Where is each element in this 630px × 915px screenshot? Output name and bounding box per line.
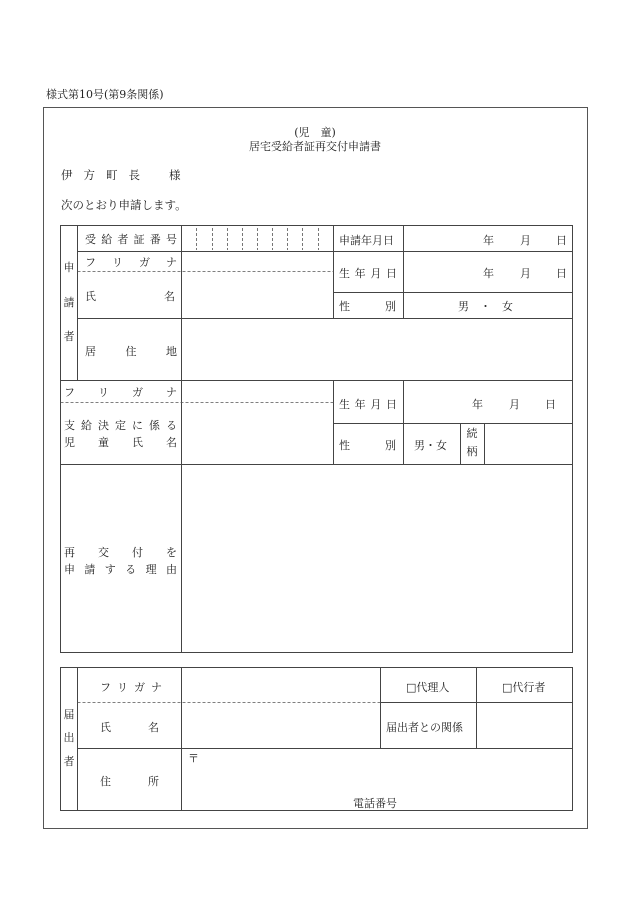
child-day-label: 日 xyxy=(545,398,556,411)
child-birthdate-label xyxy=(339,396,397,412)
notifier-address-label-1: 住 xyxy=(100,775,111,788)
addressee-mayor: 伊方町長 xyxy=(61,168,151,182)
label-char: ガ xyxy=(132,386,143,399)
phone-label: 電話番号 xyxy=(353,797,397,810)
label-char: 住 xyxy=(125,345,137,358)
reason-label-line2 xyxy=(64,561,177,577)
label-char: 申 xyxy=(64,563,75,576)
label-char: フ xyxy=(85,256,96,269)
label-char: フ xyxy=(100,681,111,694)
label-char: 氏 xyxy=(132,436,143,449)
label-char: 年 xyxy=(354,398,366,411)
label-char: 日 xyxy=(385,398,397,411)
applicant-side-label-1: 申 xyxy=(63,261,75,274)
label-char: リ xyxy=(98,386,109,399)
label-char: 月 xyxy=(370,267,382,280)
notifier-name-label-2: 名 xyxy=(148,721,159,734)
notifier-relation-label: 届出者との関係 xyxy=(386,721,463,734)
label-char: ガ xyxy=(134,681,145,694)
label-char: 係 xyxy=(149,419,160,432)
label-char: ナ xyxy=(166,386,177,399)
label-char: 証 xyxy=(133,233,145,246)
app-month-label: 月 xyxy=(520,234,531,247)
notifier-address-label-2: 所 xyxy=(148,775,159,788)
child-name-label-line2 xyxy=(64,434,177,450)
child-month-label: 月 xyxy=(509,398,520,411)
child-relation-label-2: 柄 xyxy=(466,445,478,458)
label-char: 生 xyxy=(339,398,350,411)
applicant-sex-label-2: 別 xyxy=(385,300,396,313)
birth-month-label: 月 xyxy=(520,267,531,280)
notifier-name-label-1: 氏 xyxy=(100,721,111,734)
birth-year-label: 年 xyxy=(483,267,494,280)
label-char: 者 xyxy=(117,233,129,246)
label-char: を xyxy=(166,546,177,559)
label-char: 由 xyxy=(165,563,177,576)
form-number: 様式第10号(第9条関係) xyxy=(46,88,164,101)
label-char: に xyxy=(132,419,143,432)
app-year-label: 年 xyxy=(483,234,494,247)
child-name-label-line1 xyxy=(64,417,177,433)
notifier-side-label-2: 出 xyxy=(63,731,75,744)
page-title: 居宅受給者証再交付申請書 xyxy=(249,140,381,153)
intro-text: 次のとおり申請します。 xyxy=(61,198,187,212)
title-category: (児 童) xyxy=(294,126,336,139)
child-sex-options[interactable]: 男・女 xyxy=(414,439,447,452)
label-char: リ xyxy=(117,681,128,694)
app-day-label: 日 xyxy=(556,234,567,247)
label-char: る xyxy=(166,419,177,432)
reason-label-line1 xyxy=(64,544,177,560)
child-year-label: 年 xyxy=(472,398,483,411)
agent-checkbox[interactable]: □代理人 xyxy=(406,681,450,694)
label-char: 日 xyxy=(385,267,397,280)
label-char: 給 xyxy=(81,419,92,432)
label-char: 決 xyxy=(98,419,109,432)
label-char: 請 xyxy=(84,563,96,576)
label-char: リ xyxy=(112,256,123,269)
label-char: 生 xyxy=(339,267,350,280)
label-char: ガ xyxy=(139,256,150,269)
applicant-name-label-2: 名 xyxy=(164,290,175,303)
cert-number-label xyxy=(85,231,177,247)
label-char: 交 xyxy=(98,546,109,559)
applicant-furigana-label xyxy=(85,254,177,270)
notifier-side-label-1: 届 xyxy=(63,708,75,721)
label-char: る xyxy=(125,563,137,576)
child-furigana-label xyxy=(64,384,177,400)
label-char: 番 xyxy=(149,233,161,246)
applicant-birthdate-label xyxy=(339,265,397,281)
label-char: 理 xyxy=(145,563,157,576)
label-char: す xyxy=(104,563,116,576)
label-char: 給 xyxy=(101,233,113,246)
label-char: 居 xyxy=(85,345,96,358)
label-char: 月 xyxy=(370,398,382,411)
proxy-checkbox[interactable]: □代行者 xyxy=(502,681,546,694)
label-char: フ xyxy=(64,386,75,399)
applicant-sex-options[interactable]: 男 ・ 女 xyxy=(458,300,513,313)
child-sex-label-2: 別 xyxy=(385,439,396,452)
child-sex-label-1: 性 xyxy=(339,439,350,452)
applicant-side-label-2: 請 xyxy=(63,296,75,309)
label-char: 地 xyxy=(166,345,177,358)
notifier-side-label-3: 者 xyxy=(63,755,75,768)
label-char: 定 xyxy=(115,419,126,432)
birth-day-label: 日 xyxy=(556,267,567,280)
applicant-name-label-1: 氏 xyxy=(85,290,96,303)
label-char: 受 xyxy=(85,233,96,246)
label-char: 児 xyxy=(64,436,75,449)
addressee-honorific: 様 xyxy=(169,168,181,182)
label-char: 童 xyxy=(98,436,109,449)
applicant-address-label xyxy=(85,343,177,359)
label-char: 支 xyxy=(64,419,75,432)
postal-mark: 〒 xyxy=(188,752,199,765)
label-char: 再 xyxy=(64,546,75,559)
label-char: ナ xyxy=(166,256,177,269)
notifier-furigana-label xyxy=(100,679,162,695)
label-char: ナ xyxy=(151,681,162,694)
application-date-label: 申請年月日 xyxy=(339,234,394,247)
label-char: 号 xyxy=(165,233,177,246)
label-char: 付 xyxy=(132,546,143,559)
label-char: 年 xyxy=(354,267,366,280)
child-relation-label-1: 続 xyxy=(466,427,478,440)
applicant-side-label-3: 者 xyxy=(63,330,75,343)
label-char: 名 xyxy=(166,436,177,449)
applicant-sex-label-1: 性 xyxy=(339,300,350,313)
